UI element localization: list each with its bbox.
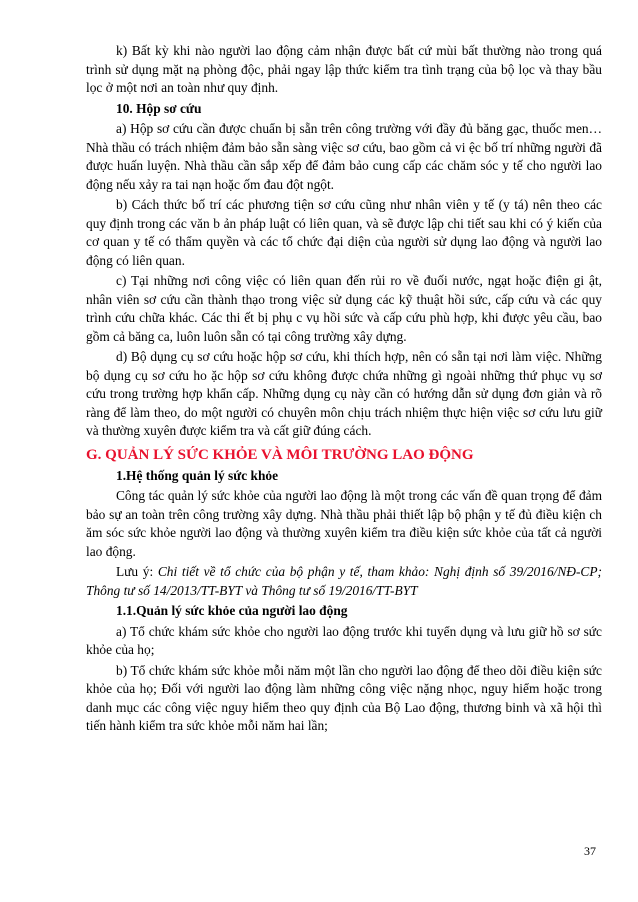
- paragraph-10a: a) Hộp sơ cứu cần được chuẩn bị sẵn trên công trường với đầy đủ băng gạc, thuốc men… Nhà thầu có trách nhiệm đảm bảo sẵn sàng việc sơ cứu, bao gồm cả vi ệc bố trí những người đã được huấn luyện. Nhà thầu cần sắp xếp để đảm bảo cung cấp các chăm sóc y tế cho người lao động nếu xảy ra tai nạn hoặc ốm đau đột ngột.: [86, 121, 602, 192]
- page-number: 37: [584, 844, 596, 858]
- paragraph-10d: d) Bộ dụng cụ sơ cứu hoặc hộp sơ cứu, khi thích hợp, nên có sẵn tại nơi làm việc. Những bộ dụng cụ sơ cứu ho ặc hộp sơ cứu không được chứa những gì ngoài những thứ phục vụ sơ cứu trong trường hợp khẩn cấp. Những dụng cụ này cần có hướng dẫn sử dụng đơn giản và rõ ràng để làm theo, do một người có chuyên môn chịu trách nhiệm thực hiện việc sơ cứu lưu giữ và thường xuyên được kiểm tra và cất giữ đúng cách.: [86, 349, 602, 438]
- paragraph-11b: b) Tổ chức khám sức khỏe mỗi năm một lần cho người lao động để theo dõi điều kiện sức khỏe của họ; Đối với người lao động làm những công việc nặng nhọc, nguy hiểm hoặc trong danh mục các công việc nguy hiểm theo quy định của Bộ Lao động, thương binh và xã hội thì tiến hành kiểm tra sức khỏe mỗi năm hai lần;: [86, 662, 602, 733]
- heading-first-aid-box: 10. Hộp sơ cứu: [116, 100, 202, 116]
- paragraph-10c: c) Tại những nơi công việc có liên quan đến rủi ro về đuối nước, ngạt hoặc điện gi ật, nhân viên sơ cứu cần thành thạo trong việc sử dụng các kỹ thuật hồi sức, cấp cứu và các quy trình cứu chữa khác. Các thi ết bị phụ c vụ hồi sức và cấp cứu phù hợp, khi được yêu cầu, bao gồm cả băng ca, luôn luôn sẵn có tại công trường xây dựng.: [86, 273, 602, 344]
- page-content: [86, 42, 602, 736]
- paragraph-k: k) Bất kỳ khi nào người lao động cảm nhận được bất cứ mùi bất thường nào trong quá trình sử dụng mặt nạ phòng độc, phải ngay lập thức kiểm tra tình trạng của bộ lọc và thay bầu lọc ở một nơi an toàn như quy định.: [86, 43, 602, 95]
- note-label: Lưu ý:: [116, 564, 158, 579]
- paragraph-health-system: Công tác quản lý sức khỏe của người lao động là một trong các vấn đề quan trọng để đảm bảo sự an toàn trên công trường xây dựng. Nhà thầu phải thiết lập bộ phận y tế đủ điều kiện ch ăm sóc sức khỏe người lao động và thường xuyên kiểm tra điều kiện sức khỏe của tất cả người lao động.: [86, 488, 602, 559]
- paragraph-11a: a) Tổ chức khám sức khỏe cho người lao động trước khi tuyển dụng và lưu giữ hồ sơ sức khỏe của họ;: [86, 623, 602, 657]
- heading-worker-health: 1.1.Quản lý sức khỏe của người lao động: [116, 603, 348, 618]
- paragraph-10b: b) Cách thức bố trí các phương tiện sơ cứu cũng như nhân viên y tế (y tá) nên theo các quy định trong các văn b ản pháp luật có liên quan, và sẽ được lập chi tiết sau khi có ý kiến của cơ quan y tế có thẩm quyền và các tổ chức đại diện của người sử dụng lao động và người lao động có liên quan.: [86, 197, 602, 268]
- paragraph-note: [86, 563, 602, 600]
- section-g-heading: G. QUẢN LÝ SỨC KHỎE VÀ MÔI TRƯỜNG LAO ĐỘNG: [86, 446, 474, 463]
- note-text: Chi tiết về tổ chức của bộ phận y tế, tham khảo: Nghị định số 39/2016/NĐ-CP; Thông tư số 14/2013/TT-BYT và Thông tư số 19/2016/TT-BYT: [86, 564, 602, 598]
- heading-health-system: 1.Hệ thống quản lý sức khỏe: [116, 467, 279, 483]
